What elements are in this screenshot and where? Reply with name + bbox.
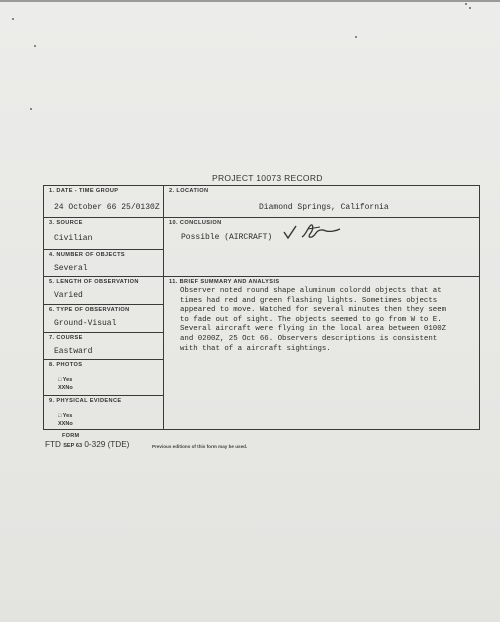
type-of-observation-cell [44,305,163,333]
location-label: 2. LOCATION [169,188,209,194]
photos-no-label: No [65,385,73,391]
scan-speck [30,108,32,110]
conclusion-value: Possible (AIRCRAFT) [181,233,273,242]
photos-label: 8. PHOTOS [49,362,83,368]
scan-speck [34,45,36,47]
number-of-objects-value: Several [54,264,88,273]
course-value: Eastward [54,347,93,356]
course-label: 7. COURSE [49,335,83,341]
type-of-observation-value: Ground-Visual [54,319,117,328]
date-time-group-value: 24 October 66 25/0130Z [54,203,160,212]
summary-line: Observer noted round shape aluminum colordd objects that at [180,287,442,295]
photos-yes-option [58,377,72,383]
photos-no-mark: XX [58,385,66,391]
number-of-objects-cell [44,250,163,277]
location-cell [164,186,479,218]
evidence-yes-label: Yes [62,413,73,419]
evidence-no-mark: XX [58,421,66,427]
length-of-observation-label: 5. LENGTH OF OBSERVATION [49,279,139,285]
course-cell [44,333,163,360]
summary-text [180,287,475,354]
photos-cell [44,360,163,396]
type-of-observation-label: 6. TYPE OF OBSERVATION [49,307,130,313]
summary-line: to fade out of sight. The objects seemed to go from W to E. [180,315,442,324]
page-title: PROJECT 10073 RECORD [212,173,323,183]
number-of-objects-label: 4. NUMBER OF OBJECTS [49,252,126,258]
form-footnote: Previous editions of this form may be used. [152,444,248,449]
source-cell [44,218,163,250]
summary-line: Several aircraft were flying in the local area between 0100Z [180,325,447,334]
date-time-group-label: 1. DATE - TIME GROUP [49,188,119,194]
form-date: SEP 63 [63,443,83,449]
scan-speck [469,7,471,9]
summary-line: with that of a aircraft sightings. [180,344,331,353]
summary-line: times had red and green flashing lights. Sometimes objects [180,296,438,305]
photos-yes-box: □ [58,377,62,383]
evidence-yes-option [58,413,72,419]
conclusion-label: 10. CONCLUSION [169,220,222,226]
date-time-group-cell [44,186,163,218]
scan-edge [0,0,500,2]
summary-label: 11. BRIEF SUMMARY AND ANALYSIS [169,279,280,285]
location-value: Diamond Springs, California [259,203,389,212]
photos-no-option [58,385,73,391]
photos-yes-label: Yes [62,377,73,383]
physical-evidence-label: 9. PHYSICAL EVIDENCE [49,398,122,404]
left-column [44,186,164,429]
source-label: 3. SOURCE [49,220,83,226]
scan-speck [355,36,357,38]
form-label: FORM [62,433,80,439]
length-of-observation-cell [44,277,163,305]
form-id-prefix: FTD [45,440,61,449]
length-of-observation-value: Varied [54,291,83,300]
summary-line: appeared to move. Watched for several minutes then they seem [180,306,447,315]
source-value: Civilian [54,234,93,243]
scan-speck [465,3,467,5]
physical-evidence-cell [44,396,163,429]
scan-speck [12,18,14,20]
summary-line: and 0200Z, 25 Oct 66. Observers descriptions is consistent [180,334,438,343]
form-number: 0-329 (TDE) [84,440,130,449]
evidence-no-option [58,421,73,427]
handwritten-checkmark-signature [256,217,346,247]
evidence-no-label: No [65,421,73,427]
evidence-yes-box: □ [58,413,62,419]
form-id [45,440,129,449]
